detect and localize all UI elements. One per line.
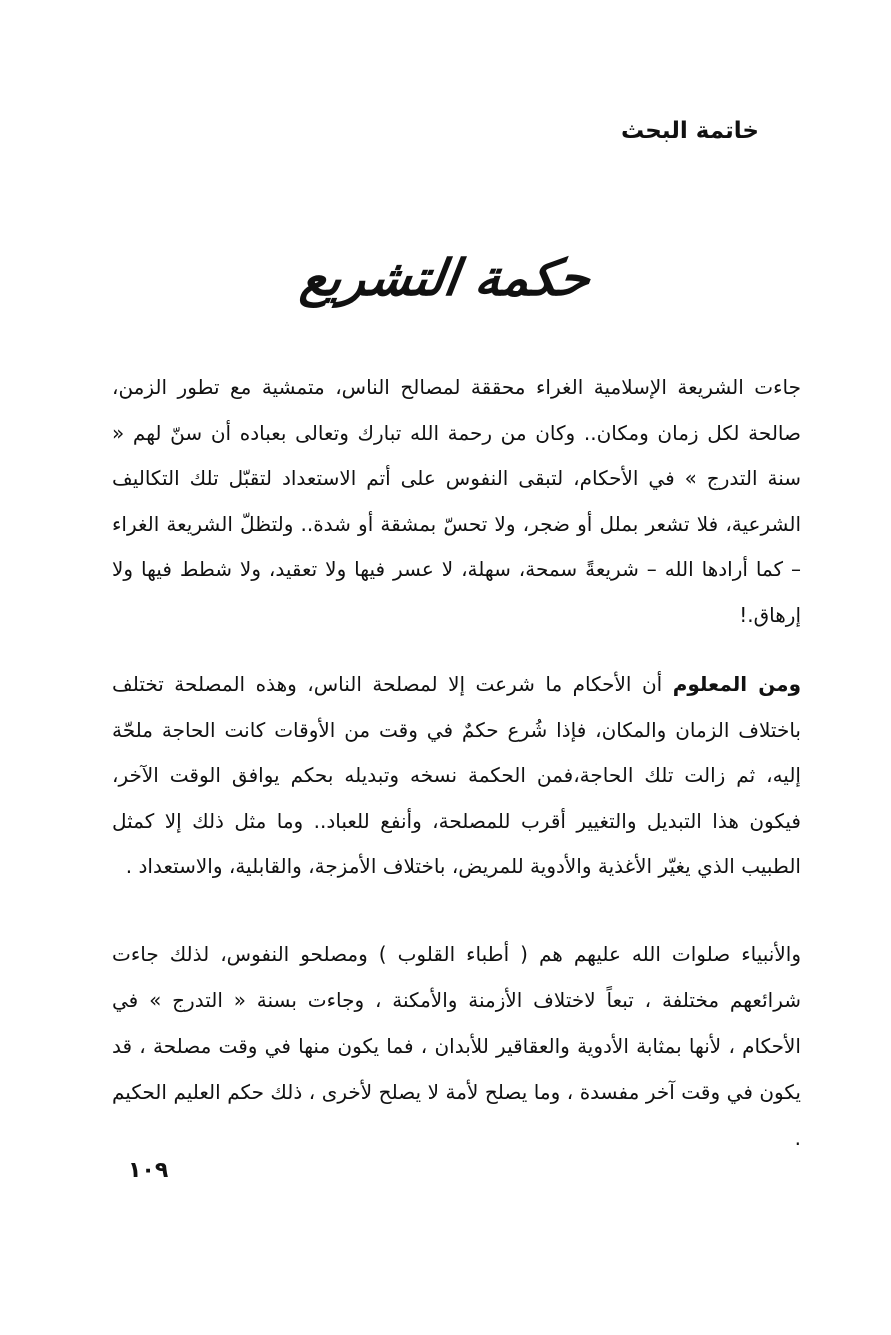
paragraph-3: والأنبياء صلوات الله عليهم هم ( أطباء القلوب ) ومصلحو النفوس، لذلك جاءت شرائعهم مختلفة ، تبعاً لاختلاف الأزمنة والأمكنة ، وجاءت بسنة « التدرج » في الأحكام ، لأنها بمثابة الأدوية والعقاقير للأبدان ، فما يكون منها في وقت مصلحة ، قد يكون في وقت آخر مفسدة ، وما يصلح لأمة لا يصلح لأخرى ، ذلك حكم العليم الحكيم . (112, 942, 801, 1150)
paragraph-2-text: أن الأحكام ما شرعت إلا لمصلحة الناس، وهذه المصلحة تختلف باختلاف الزمان والمكان، فإذا شُرع حكمٌ في وقت من الأوقات كانت الحاجة ملحّة إليه، ثم زالت تلك الحاجة،فمن الحكمة نسخه وتبديله بحكم يوافق الوقت الآخر، فيكون هذا التبديل والتغيير أقرب للمصلحة، وأنفع للعباد.. وما مثل ذلك إلا كمثل الطبيب الذي يغيّر الأغذية والأدوية للمريض، باختلاف الأمزجة، والقابلية، والاستعداد . (112, 672, 801, 878)
paragraph-2-lead: ومن المعلوم (672, 672, 802, 696)
paragraph-1: جاءت الشريعة الإسلامية الغراء محققة لمصالح الناس، متمشية مع تطور الزمن، صالحة لكل زمان ومكان.. وكان من رحمة الله تبارك وتعالى بعباده أن سنّ لهم « سنة التدرج » في الأحكام، لتبقى النفوس على أتم الاستعداد لتقبّل تلك التكاليف الشرعية، فلا تشعر بملل أو ضجر، ولا تحسّ بمشقة أو شدة.. ولتظلّ الشريعة الغراء – كما أرادها الله – شريعةً سمحة، سهلة، لا عسر فيها ولا تعقيد، ولا شطط فيها ولا إرهاق.! (112, 375, 801, 627)
section-heading: خاتمة البحث (620, 118, 759, 144)
paragraph-2 (112, 662, 801, 890)
page-number: ١٠٩ (128, 1158, 169, 1183)
calligraphy-title: حكمة التشريع (297, 248, 594, 307)
